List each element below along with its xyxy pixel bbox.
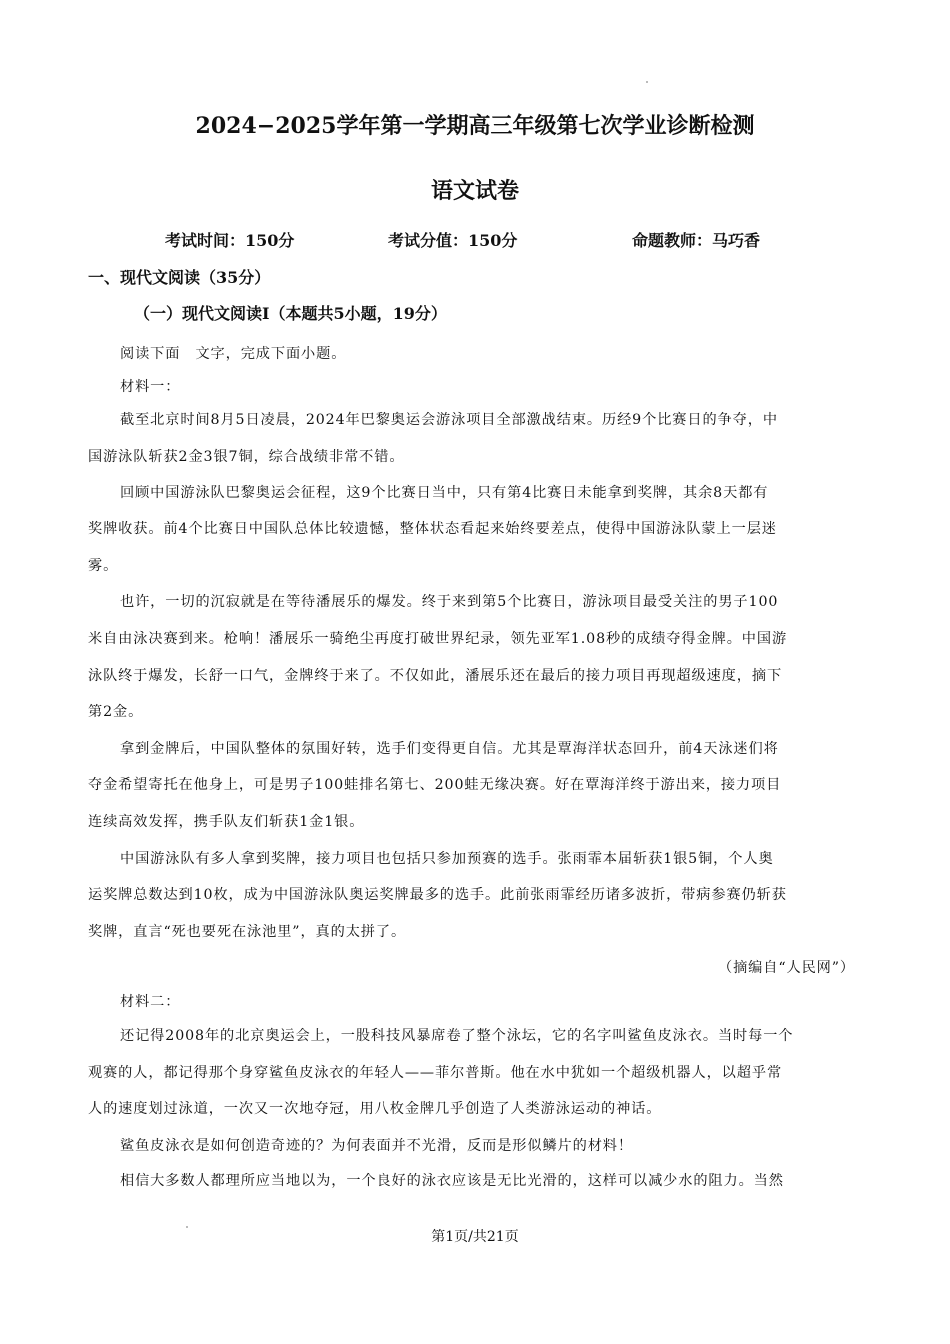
source-citation: （摘编自“人民网”） [717,960,855,976]
subsection-heading: （一）现代文阅读Ⅰ（本题共5小题，19分） [134,304,447,323]
paragraph-line: 中国游泳队有多人拿到奖牌，接力项目也包括只参加预赛的选手。张雨霏本届斩获1银5铜，个人奥 [120,851,774,867]
paragraph-line: 回顾中国游泳队巴黎奥运会征程，这9个比赛日当中，只有第4比赛日未能拿到奖牌，其余8天都有 [120,485,769,501]
material-label: 材料二： [120,994,181,1010]
paragraph-line: 国游泳队斩获2金3银7铜，综合战绩非常不错。 [88,449,405,465]
paragraph-line: 观赛的人，都记得那个身穿鲨鱼皮泳衣的年轻人——菲尔普斯。他在水中犹如一个超级机器人，以超乎常 [88,1065,783,1081]
paragraph-line: 奖牌，直言“死也要死在泳池里”，真的太拼了。 [88,924,407,940]
paragraph-line: 雾。 [88,558,119,574]
page-number: 第1页/共21页 [431,1229,519,1245]
paragraph-line: 还记得2008年的北京奥运会上，一股科技风暴席卷了整个泳坛，它的名字叫鲨鱼皮泳衣。当时每一个 [120,1028,794,1044]
paragraph-line: 鲨鱼皮泳衣是如何创造奇迹的？为何表面并不光滑，反而是形似鳞片的材料！ [120,1138,633,1154]
paragraph-line: 泳队终于爆发，长舒一口气，金牌终于来了。不仅如此，潘展乐还在最后的接力项目再现超级速度，摘下 [88,668,783,684]
paragraph-line: 连续高效发挥，携手队友们斩获1金1银。 [88,814,365,830]
exam-score: 考试分值：150分 [388,231,518,250]
paragraph-line: 人的速度划过泳道，一次又一次地夺冠，用八枚金牌几乎创造了人类游泳运动的神话。 [88,1101,662,1117]
paragraph-line: 拿到金牌后，中国队整体的氛围好转，选手们变得更自信。尤其是覃海洋状态回升，前4天泳迷们将 [120,741,779,757]
material-label: 材料一： [120,379,181,395]
paragraph-line: 第2金。 [88,704,144,720]
section-heading: 一、现代文阅读（35分） [88,268,271,287]
reading-instruction: 阅读下面 文字，完成下面小题。 [120,346,347,362]
exam-teacher: 命题教师：马巧香 [632,231,761,250]
paragraph-line: 截至北京时间8月5日凌晨，2024年巴黎奥运会游泳项目全部激战结束。历经9个比赛日的争夺，中 [120,412,778,428]
exam-time: 考试时间：150分 [165,231,295,250]
paragraph-line: 也许，一切的沉寂就是在等待潘展乐的爆发。终于来到第5个比赛日，游泳项目最受关注的男子100 [120,594,779,610]
scan-speck [646,81,648,83]
paragraph-line: 运奖牌总数达到10枚，成为中国游泳队奥运奖牌最多的选手。此前张雨霏经历诸多波折，带病参赛仍斩获 [88,887,787,903]
paragraph-line: 夺金希望寄托在他身上，可是男子100蛙排名第七、200蛙无缘决赛。好在覃海洋终于游出来，接力项目 [88,777,782,793]
paragraph-line: 相信大多数人都理所应当地以为，一个良好的泳衣应该是无比光滑的，这样可以减少水的阻力。当然 [120,1173,784,1189]
exam-title: 2024−2025学年第一学期高三年级第七次学业诊断检测 [195,113,755,139]
paragraph-line: 米自由泳决赛到来。枪响！潘展乐一骑绝尘再度打破世界纪录，领先亚军1.08秒的成绩夺得金牌。中国游 [88,631,788,647]
paragraph-line: 奖牌收获。前4个比赛日中国队总体比较遗憾，整体状态看起来始终要差点，使得中国游泳队蒙上一层迷 [88,521,777,537]
exam-subject: 语文试卷 [430,178,519,204]
